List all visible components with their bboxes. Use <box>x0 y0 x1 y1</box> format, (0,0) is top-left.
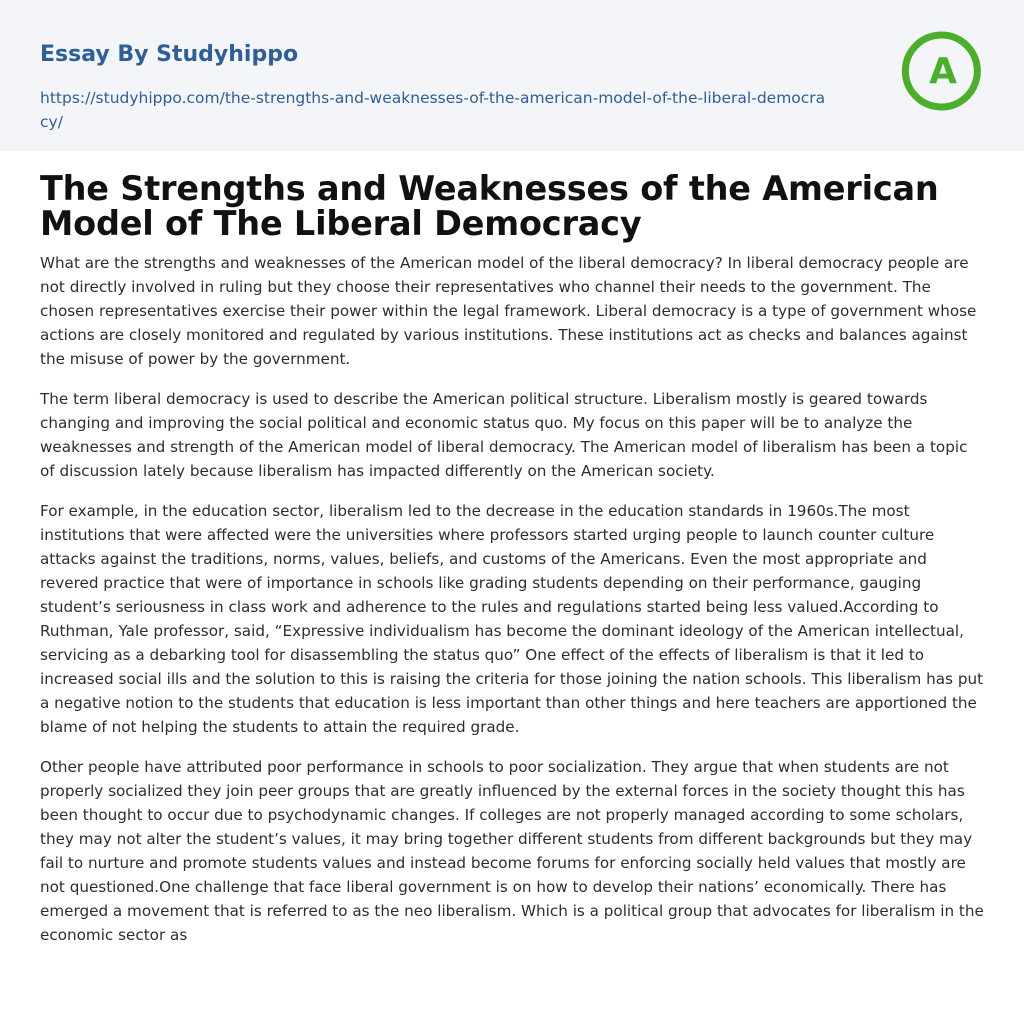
essay-paragraph-4: Other people have attributed poor performance in schools to poor socialization. They argue that when students are not properly socialized they join peer groups that are greatly influenced by the external forces in the society thought this has been thought to occur due to psychodynamic changes. If colleges are not properly managed according to some scholars, they may not alter the student’s values, it may bring together different students from different backgrounds but they may fail to nurture and promote students values and instead become forums for enforcing socially held values that mostly are not questioned.One challenge that face liberal government is on how to develop their nations’ economically. There has emerged a movement that is referred to as the neo liberalism. Which is a political group that advocates for liberalism in the economic sector as <box>40 758 984 944</box>
essay-paragraph-2: The term liberal democracy is used to describe the American political structure. Liberalism mostly is geared towards changing and improving the social political and economic status quo. My focus on this paper will be to analyze the weaknesses and strength of the American model of liberal democracy. The American model of liberalism has been a topic of discussion lately because liberalism has impacted differently on the American society. <box>40 390 968 480</box>
source-url-link[interactable]: https://studyhippo.com/the-strengths-and-weaknesses-of-the-american-model-of-the-liberal-democracy/ <box>40 89 826 131</box>
essay-title: The Strengths and Weaknesses of the American Model of The Liberal Democracy <box>40 169 939 243</box>
essay-paragraph-1: What are the strengths and weaknesses of the American model of the liberal democracy? In liberal democracy people are not directly involved in ruling but they choose their representatives who channel their needs to the government. The chosen representatives exercise their power within the legal framework. Liberal democracy is a type of government whose actions are closely monitored and regulated by various institutions. These institutions act as checks and balances against the misuse of power by the government. <box>40 254 977 368</box>
essay-content <box>0 171 1024 947</box>
essay-paragraph-3: For example, in the education sector, liberalism led to the decrease in the education standards in 1960s.The most institutions that were affected were the universities where professors started urging people to launch counter culture attacks against the traditions, norms, values, beliefs, and customs of the Americans. Even the most appropriate and revered practice that were of importance in schools like grading students depending on their performance, gauging student’s seriousness in class work and adherence to the rules and regulations started being less valued.According to Ruthman, Yale professor, said, “Expressive individualism has become the dominant ideology of the American intellectual, servicing as a debarking tool for disassembling the status quo” One effect of the effects of liberalism is that it led to increased social ills and the solution to this is raising the criteria for those joining the nation schools. This liberalism has put a negative notion to the students that education is less important than other things and here teachers are apportioned the blame of not helping the students to attain the required grade. <box>40 502 984 736</box>
logo-letter: A <box>929 51 957 92</box>
site-header <box>0 0 1024 151</box>
brand-title: Essay By Studyhippo <box>40 42 299 67</box>
studyhippo-logo-icon <box>900 28 986 114</box>
